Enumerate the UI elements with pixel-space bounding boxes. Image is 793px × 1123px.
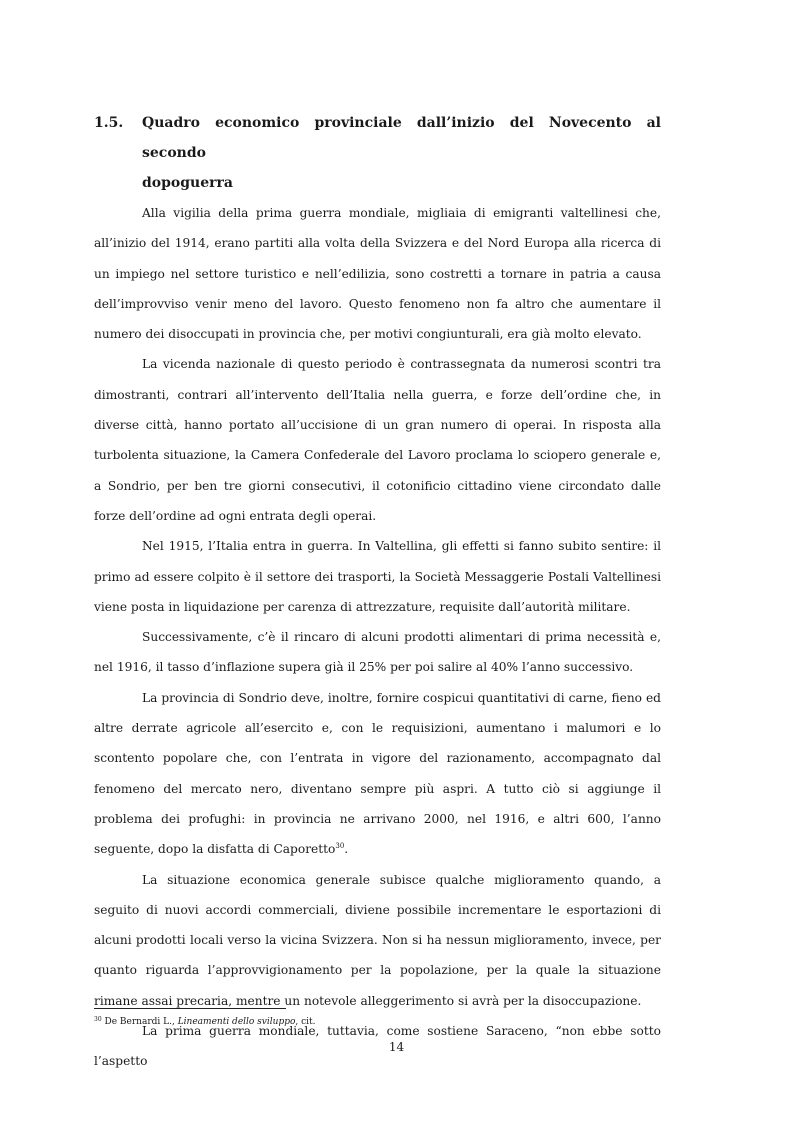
paragraph: La prima guerra mondiale, tuttavia, come sostiene Saraceno, “non ebbe sotto l’aspetto — [94, 1024, 661, 1069]
footnote-divider — [94, 1008, 286, 1009]
paragraph: Alla vigilia della prima guerra mondiale, migliaia di emigranti valtellinesi che, all’inizio del 1914, erano partiti alla volta della Svizzera e del Nord Europa alla ricerca di un impiego nel settore turistico e nell’edilizia, sono costretti a tornare in patria a causa dell’improvviso venir meno del lavoro. Questo fenomeno non fa altro che aumentare il numero dei disoccupati in provincia che, per motivi congiunturali, era già molto elevato. — [94, 206, 661, 342]
paragraph: Nel 1915, l’Italia entra in guerra. In Valtellina, gli effetti si fanno subito sentire: il primo ad essere colpito è il settore dei trasporti, la Società Messaggerie Postali Valtellinesi viene posta in liquidazione per carenza di attrezzature, requisite dall’autorità militare. — [94, 539, 661, 614]
paragraph-text: La provincia di Sondrio deve, inoltre, fornire cospicui quantitativi di carne, fieno ed altre derrate agricole all’esercito e, con le requisizioni, aumentano i malumori e lo scontento popolare che, con l’entrata in vigore del razionamento, accompagnato dal fenomeno del mercato nero, diventano sempre più aspri. A tutto ciò si aggiunge il problema dei profughi: in provincia ne arrivano 2000, nel 1916, e altri 600, l’anno seguente, dopo la disfatta di Caporetto — [94, 690, 661, 857]
footnote-suffix: , cit. — [295, 1017, 316, 1027]
page-body — [94, 108, 661, 1077]
page-number: 14 — [388, 1040, 405, 1054]
footnote-author: De Bernardi L., — [104, 1017, 175, 1027]
section-title-line-2: dopoguerra — [142, 175, 233, 191]
section-heading — [94, 108, 661, 198]
footnote — [94, 1016, 661, 1028]
footnote-reference[interactable]: 30 — [335, 842, 345, 851]
section-title-line-1: Quadro economico provinciale dall’inizio del Novecento al secondo — [142, 115, 661, 161]
paragraph-with-footnote: La provincia di Sondrio deve, inoltre, fornire cospicui quantitativi di carne, fieno ed altre derrate agricole all’esercito e, con le requisizioni, aumentano i malumori e lo scontento popolare che, con l’entrata in vigore del razionamento, accompagnato dal fenomeno del mercato nero, diventano sempre più aspri. A tutto ciò si aggiunge il problema dei profughi: in provincia ne arrivano 2000, nel 1916, e altri 600, l’anno seguente, dopo la disfatta di Caporetto$^{30}$. — [94, 690, 661, 857]
paragraph: Successivamente, c’è il rincaro di alcuni prodotti alimentari di prima necessità e, nel 1916, il tasso d’inflazione supera già il 25% per poi salire al 40% l’anno successivo. — [94, 630, 661, 675]
footnote-number: 30 — [94, 1016, 102, 1023]
paragraph: La situazione economica generale subisce qualche miglioramento quando, a seguito di nuovi accordi commerciali, diviene possibile incrementare le esportazioni di alcuni prodotti locali verso la vicina Svizzera. Non si ha nessun miglioramento, invece, per quanto riguarda l’approvvigionamento per la popolazione, per la quale la situazione rimane assai precaria, mentre un notevole alleggerimento si avrà per la disoccupazione. — [94, 872, 661, 1008]
footnote-work: Lineamenti dello sviluppo — [177, 1017, 296, 1027]
section-title — [142, 108, 661, 198]
paragraph: La vicenda nazionale di questo periodo è contrassegnata da numerosi scontri tra dimostranti, contrari all’intervento dell’Italia nella guerra, e forze dell’ordine che, in diverse città, hanno portato all’uccisione di un gran numero di operai. In risposta alla turbolenta situazione, la Camera Confederale del Lavoro proclama lo sciopero generale e, a Sondrio, per ben tre giorni consecutivi, il cotonificio cittadino viene circondato dalle forze dell’ordine ad ogni entrata degli operai. — [94, 357, 661, 523]
section-number: 1.5. — [94, 115, 124, 131]
